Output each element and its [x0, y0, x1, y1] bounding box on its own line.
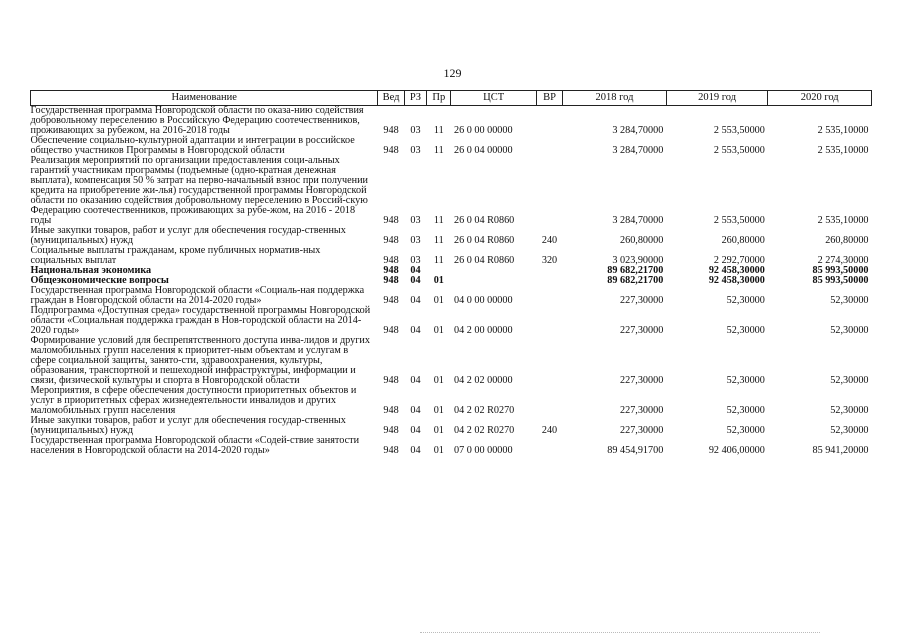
row-vr — [536, 436, 562, 456]
row-vr — [536, 336, 562, 386]
row-2018: 227,30000 — [620, 405, 664, 416]
column-2018-header: 2018 год — [563, 91, 667, 106]
column-2019-header: 2019 год — [666, 91, 768, 106]
row-2019: 2 553,50000 — [713, 125, 765, 136]
row-name: Иные закупки товаров, работ и услуг для обеспечения государ-ственных (муниципальных) нужд — [30, 225, 346, 246]
table-row — [31, 386, 872, 416]
page-number: 129 — [443, 66, 462, 80]
row-cst: 26 0 04 R0860 — [453, 235, 515, 246]
row-cst: 07 0 00 00000 — [453, 445, 513, 456]
row-vr — [536, 136, 562, 156]
table-row — [31, 106, 872, 137]
row-2020: 52,30000 — [830, 295, 869, 306]
row-2018: 3 284,70000 — [612, 145, 664, 156]
row-rz: 03 — [410, 125, 421, 136]
row-2019: 2 553,50000 — [713, 215, 765, 226]
row-2018: 89 454,91700 — [607, 445, 664, 456]
row-2019: 52,30000 — [726, 295, 765, 306]
row-vr — [536, 386, 562, 416]
table-body — [31, 106, 872, 457]
row-name: Национальная экономика — [30, 265, 152, 276]
row-2018: 227,30000 — [620, 375, 664, 386]
row-rz: 03 — [410, 235, 421, 246]
row-ved: 948 — [383, 125, 399, 136]
row-pr: 11 — [433, 255, 444, 266]
table-row — [31, 306, 872, 336]
table-row — [31, 136, 872, 156]
row-2018: 227,30000 — [620, 425, 664, 436]
row-pr: 11 — [433, 125, 444, 136]
row-name: Мероприятия, в сфере обеспечения доступности приоритетных объектов и услуг в приоритетных сферах жизнедеятельности инвалидов и других маломобильных групп населения — [30, 385, 357, 416]
row-name: Подпрограмма «Доступная среда» государственной программы Новгородской области «Социальная поддержка граждан в Нов-городской области на 2014-2020 годы» — [30, 305, 371, 336]
row-2020: 2 274,30000 — [817, 255, 869, 266]
row-vr — [536, 266, 562, 276]
column-cst-header: ЦСТ — [451, 91, 536, 106]
row-2018: 89 682,21700 — [607, 265, 664, 276]
row-2019: 2 292,70000 — [713, 255, 765, 266]
row-2018: 227,30000 — [620, 295, 664, 306]
row-name: Обеспечение социально-культурной адаптации и интеграции в российское общество участников Программы в Новгородской области — [30, 135, 355, 156]
row-ved: 948 — [383, 295, 399, 306]
row-ved: 948 — [383, 255, 399, 266]
row-2020: 2 535,10000 — [817, 125, 869, 136]
row-2019: 52,30000 — [726, 405, 765, 416]
row-ved: 948 — [383, 405, 399, 416]
table-row — [31, 156, 872, 226]
row-rz: 03 — [410, 145, 421, 156]
row-pr: 01 — [433, 405, 444, 416]
row-name: Государственная программа Новгородской области по оказа-нию содействия добровольному переселению в Российскую Федерацию соотечественников, проживающих за рубежом, на 2016-2018 годы — [30, 105, 364, 136]
row-pr: 01 — [433, 275, 444, 286]
row-2020: 52,30000 — [830, 325, 869, 336]
row-pr: 01 — [433, 375, 444, 386]
row-2019: 260,80000 — [721, 235, 765, 246]
row-vr: 320 — [541, 255, 558, 266]
table-row — [31, 246, 872, 266]
row-ved: 948 — [383, 275, 399, 286]
table-row — [31, 436, 872, 456]
row-vr — [536, 286, 562, 306]
row-pr: 01 — [433, 295, 444, 306]
column-vr-header: ВР — [536, 91, 562, 106]
row-rz: 04 — [410, 425, 421, 436]
row-cst: 04 2 02 R0270 — [453, 405, 515, 416]
row-ved: 948 — [383, 325, 399, 336]
row-rz: 04 — [410, 445, 421, 456]
table-row — [31, 226, 872, 246]
column-rz-header: РЗ — [404, 91, 426, 106]
row-2018: 3 023,90000 — [612, 255, 664, 266]
row-2018: 89 682,21700 — [607, 275, 664, 286]
row-name: Реализация мероприятий по организации предоставления соци-альных гарантий участникам программы (подъемные (одно-кратная денежная выплата), компенсация 50 % затрат на перво-начальный взнос при получении кредита на приобретение жи-лья) государственной программы Новгородской области по оказанию содействия добровольному переселению в Россий-скую Федерацию соотечественников, проживающих за рубе-жом, на 2016 - 2018 годы — [30, 155, 368, 226]
footer-marks — [420, 632, 820, 635]
row-cst — [451, 266, 536, 276]
row-cst — [451, 276, 536, 286]
row-2020: 260,80000 — [825, 235, 869, 246]
row-2020: 2 535,10000 — [817, 215, 869, 226]
row-2020: 52,30000 — [830, 405, 869, 416]
row-2019: 52,30000 — [726, 325, 765, 336]
row-2018: 3 284,70000 — [612, 125, 664, 136]
row-vr — [536, 306, 562, 336]
row-cst: 04 2 00 00000 — [453, 325, 513, 336]
row-rz: 03 — [410, 215, 421, 226]
row-2018: 260,80000 — [620, 235, 664, 246]
row-ved: 948 — [383, 445, 399, 456]
row-rz: 03 — [410, 255, 421, 266]
table-row — [31, 286, 872, 306]
row-pr: 01 — [433, 445, 444, 456]
row-cst: 26 0 04 R0860 — [453, 215, 515, 226]
row-pr: 01 — [433, 325, 444, 336]
column-pr-header: Пр — [427, 91, 451, 106]
row-rz: 04 — [410, 265, 421, 276]
budget-table — [30, 90, 872, 456]
row-pr: 01 — [433, 425, 444, 436]
row-ved: 948 — [383, 265, 399, 276]
row-name: Государственная программа Новгородской области «Содей-ствие занятости населения в Новгородской области на 2014-2020 годы» — [30, 435, 360, 456]
row-cst: 04 2 02 00000 — [453, 375, 513, 386]
row-cst: 04 2 02 R0270 — [453, 425, 515, 436]
table-row — [31, 416, 872, 436]
row-2019: 2 553,50000 — [713, 145, 765, 156]
row-vr — [536, 156, 562, 226]
row-cst: 26 0 04 R0860 — [453, 255, 515, 266]
row-pr: 11 — [433, 145, 444, 156]
row-ved: 948 — [383, 425, 399, 436]
row-2019: 52,30000 — [726, 375, 765, 386]
row-rz: 04 — [410, 295, 421, 306]
row-ved: 948 — [383, 375, 399, 386]
column-ved-header: Вед — [378, 91, 404, 106]
row-cst: 04 0 00 00000 — [453, 295, 513, 306]
row-name: Социальные выплаты гражданам, кроме публичных норматив-ных социальных выплат — [30, 245, 321, 266]
row-rz: 04 — [410, 275, 421, 286]
row-vr — [536, 106, 562, 137]
column-name-header: Наименование — [31, 91, 378, 106]
row-2019: 92 458,30000 — [708, 265, 765, 276]
row-pr: 11 — [433, 235, 444, 246]
row-ved: 948 — [383, 215, 399, 226]
row-2020: 52,30000 — [830, 375, 869, 386]
row-2019: 52,30000 — [726, 425, 765, 436]
row-2020: 52,30000 — [830, 425, 869, 436]
row-name: Государственная программа Новгородской области «Социаль-ная поддержка граждан в Новгородской области на 2014-2020 годы» — [30, 285, 365, 306]
row-name: Общеэкономические вопросы — [30, 275, 169, 286]
table-row — [31, 336, 872, 386]
row-vr — [536, 276, 562, 286]
row-cst: 26 0 00 00000 — [453, 125, 513, 136]
row-name: Формирование условий для беспрепятственного доступа инва-лидов и других маломобильных групп населения к приоритет-ным объектам и услугам в сфере социальной защиты, занято-сти, здравоохранения, культуры, образования, транспортной и пешеходной инфраструктуры, информации и связи, физической культуры и спорта в Новгородской области — [30, 335, 370, 386]
table-header — [31, 91, 872, 106]
row-2020: 85 941,20000 — [812, 445, 869, 456]
row-cst: 26 0 04 00000 — [453, 145, 513, 156]
row-rz: 04 — [410, 325, 421, 336]
row-rz: 04 — [410, 405, 421, 416]
column-2020-header: 2020 год — [768, 91, 872, 106]
row-2020: 2 535,10000 — [817, 145, 869, 156]
row-pr: 11 — [433, 215, 444, 226]
row-rz: 04 — [410, 375, 421, 386]
row-2018: 3 284,70000 — [612, 215, 664, 226]
row-ved: 948 — [383, 235, 399, 246]
row-ved: 948 — [383, 145, 399, 156]
row-2018: 227,30000 — [620, 325, 664, 336]
row-name: Иные закупки товаров, работ и услуг для обеспечения государ-ственных (муниципальных) нужд — [30, 415, 346, 436]
row-2019: 92 406,00000 — [708, 445, 765, 456]
row-2020: 85 993,50000 — [812, 265, 869, 276]
row-2020: 85 993,50000 — [812, 275, 869, 286]
row-2019: 92 458,30000 — [708, 275, 765, 286]
row-vr: 240 — [541, 235, 558, 246]
row-vr: 240 — [541, 425, 558, 436]
